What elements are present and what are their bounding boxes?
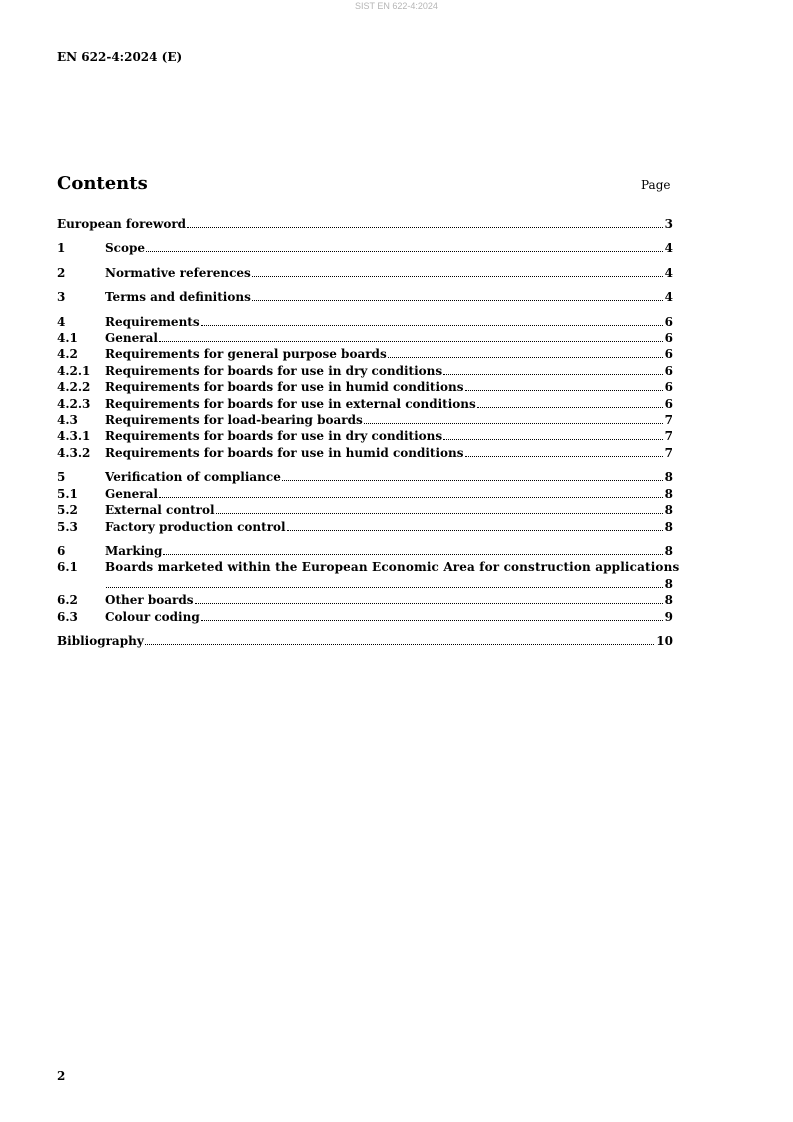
toc-entry-page: 4 [664,290,673,305]
toc-entry-title: Requirements for load-bearing boards [105,413,363,428]
toc-entry-5-1[interactable] [57,486,673,502]
dot-leader [465,390,663,391]
toc-entry-2[interactable] [57,265,673,281]
toc-entry-page: 8 [664,593,673,608]
toc-entry-title: Boards marketed within the European Economic Area for construction applications [105,560,680,575]
toc-entry-title: External control [105,503,215,518]
toc-entry-page: 8 [664,576,673,591]
toc-entry-title: General [105,486,158,501]
toc-entry-page: 6 [664,363,673,378]
toc-entry-number: 4.2.3 [57,396,91,411]
toc-entry-number: 5.3 [57,519,78,534]
toc-entry-page: 3 [664,217,673,231]
toc-entry-title: Terms and definitions [105,290,251,305]
toc-entry-4-2-1[interactable] [57,363,673,379]
toc-entry-page: 7 [664,429,673,444]
page-column-label: Page [641,178,671,192]
toc-entry-page: 8 [664,503,673,518]
dot-leader [195,603,663,604]
dot-leader [163,554,662,555]
toc-entry-4-3-1[interactable] [57,428,673,444]
toc-entry-6[interactable] [57,543,673,559]
toc-entry-page: 6 [664,347,673,362]
dot-leader [106,587,663,588]
toc-entry-title: Requirements for boards for use in dry conditions [105,363,443,378]
toc-entry-page: 8 [664,519,673,534]
toc-entry-4-3[interactable] [57,412,673,428]
toc-entry-number: 4.2.2 [57,380,91,395]
toc-entry-title: Colour coding [105,609,200,624]
dot-leader [443,374,663,375]
toc-entry-page: 6 [664,396,673,411]
contents-title: Contents [57,173,148,194]
toc-entry-4-2[interactable] [57,346,673,362]
toc-entry-page: 4 [664,241,673,256]
toc-entry-title: General [105,331,158,346]
dot-leader [252,300,663,301]
toc-entry-number: 5.2 [57,503,78,518]
toc-entry-number: 1 [57,241,66,256]
toc-entry-6-2[interactable] [57,592,673,608]
dot-leader [159,497,663,498]
toc-entry-5-3[interactable] [57,519,673,535]
toc-entry-page: 4 [664,265,673,280]
toc-entry-number: 4.3 [57,413,78,428]
toc-entry-3[interactable] [57,289,673,305]
toc-entry-number: 4.3.1 [57,429,91,444]
toc-entry-5[interactable] [57,469,673,485]
toc-entry-4[interactable] [57,314,673,330]
page-number: 2 [57,1069,66,1083]
toc-entry-number: 6 [57,543,66,558]
document-id: EN 622-4:2024 (E) [57,50,183,64]
toc-entry-number: 5 [57,470,66,485]
table-of-contents [57,216,680,649]
toc-entry-title: Bibliography [57,633,144,648]
toc-entry-page: 8 [664,543,673,558]
toc-entry-page: 6 [664,331,673,346]
toc-entry-title: Normative references [105,265,251,280]
toc-entry-number: 4.3.2 [57,445,91,460]
dot-leader [146,251,663,252]
toc-entry-number: 4.2.1 [57,363,91,378]
toc-entry-page: 7 [664,413,673,428]
toc-entry-5-2[interactable] [57,502,673,518]
toc-entry-number: 4.1 [57,331,78,346]
toc-entry-title: Requirements for boards for use in dry conditions [105,429,443,444]
toc-entry-title: Requirements for boards for use in humid conditions [105,380,464,395]
toc-entry-4-2-3[interactable] [57,396,673,412]
toc-entry-title: Factory production control [105,519,286,534]
toc-entry-page: 10 [656,633,673,648]
toc-entry-number: 3 [57,290,66,305]
dot-leader [252,276,663,277]
toc-entry-number: 6.1 [57,560,78,575]
toc-entry-page: 8 [664,470,673,485]
dot-leader [287,530,663,531]
dot-leader [201,325,663,326]
dot-leader [187,227,663,228]
toc-entry-title: Requirements [105,314,200,329]
toc-entry-page: 9 [664,609,673,624]
toc-entry-title: European foreword [57,217,187,231]
dot-leader [443,439,663,440]
toc-entry-title: Other boards [105,593,194,608]
dot-leader [145,644,655,645]
toc-entry-foreword[interactable] [57,216,673,232]
toc-entry-title: Requirements for general purpose boards [105,347,387,362]
dot-leader [477,407,663,408]
dot-leader [282,480,663,481]
toc-entry-4-3-2[interactable] [57,445,673,461]
dot-leader [364,423,663,424]
dot-leader [159,341,663,342]
toc-entry-title: Requirements for boards for use in humid conditions [105,445,464,460]
toc-entry-6-1[interactable] [57,559,680,592]
toc-entry-title: Scope [105,241,146,256]
toc-entry-number: 2 [57,265,66,280]
toc-entry-number: 4 [57,314,66,329]
watermark: SIST EN 622-4:2024 [355,1,438,11]
toc-entry-bibliography[interactable] [57,633,673,649]
toc-entry-number: 6.2 [57,593,78,608]
toc-entry-number: 4.2 [57,347,78,362]
toc-entry-number: 6.3 [57,609,78,624]
dot-leader [216,513,663,514]
toc-entry-page: 6 [664,380,673,395]
toc-entry-page: 7 [664,445,673,460]
dot-leader [388,357,663,358]
toc-entry-number: 5.1 [57,486,78,501]
toc-entry-title: Requirements for boards for use in external conditions [105,396,476,411]
toc-entry-6-3[interactable] [57,609,673,625]
toc-entry-page: 6 [664,314,673,329]
toc-entry-4-2-2[interactable] [57,379,673,395]
toc-entry-4-1[interactable] [57,330,673,346]
toc-entry-title: Verification of compliance [105,470,281,485]
dot-leader [465,456,663,457]
dot-leader [201,620,663,621]
toc-entry-title: Marking [105,543,163,558]
toc-entry-1[interactable] [57,240,673,256]
toc-entry-page: 8 [664,486,673,501]
